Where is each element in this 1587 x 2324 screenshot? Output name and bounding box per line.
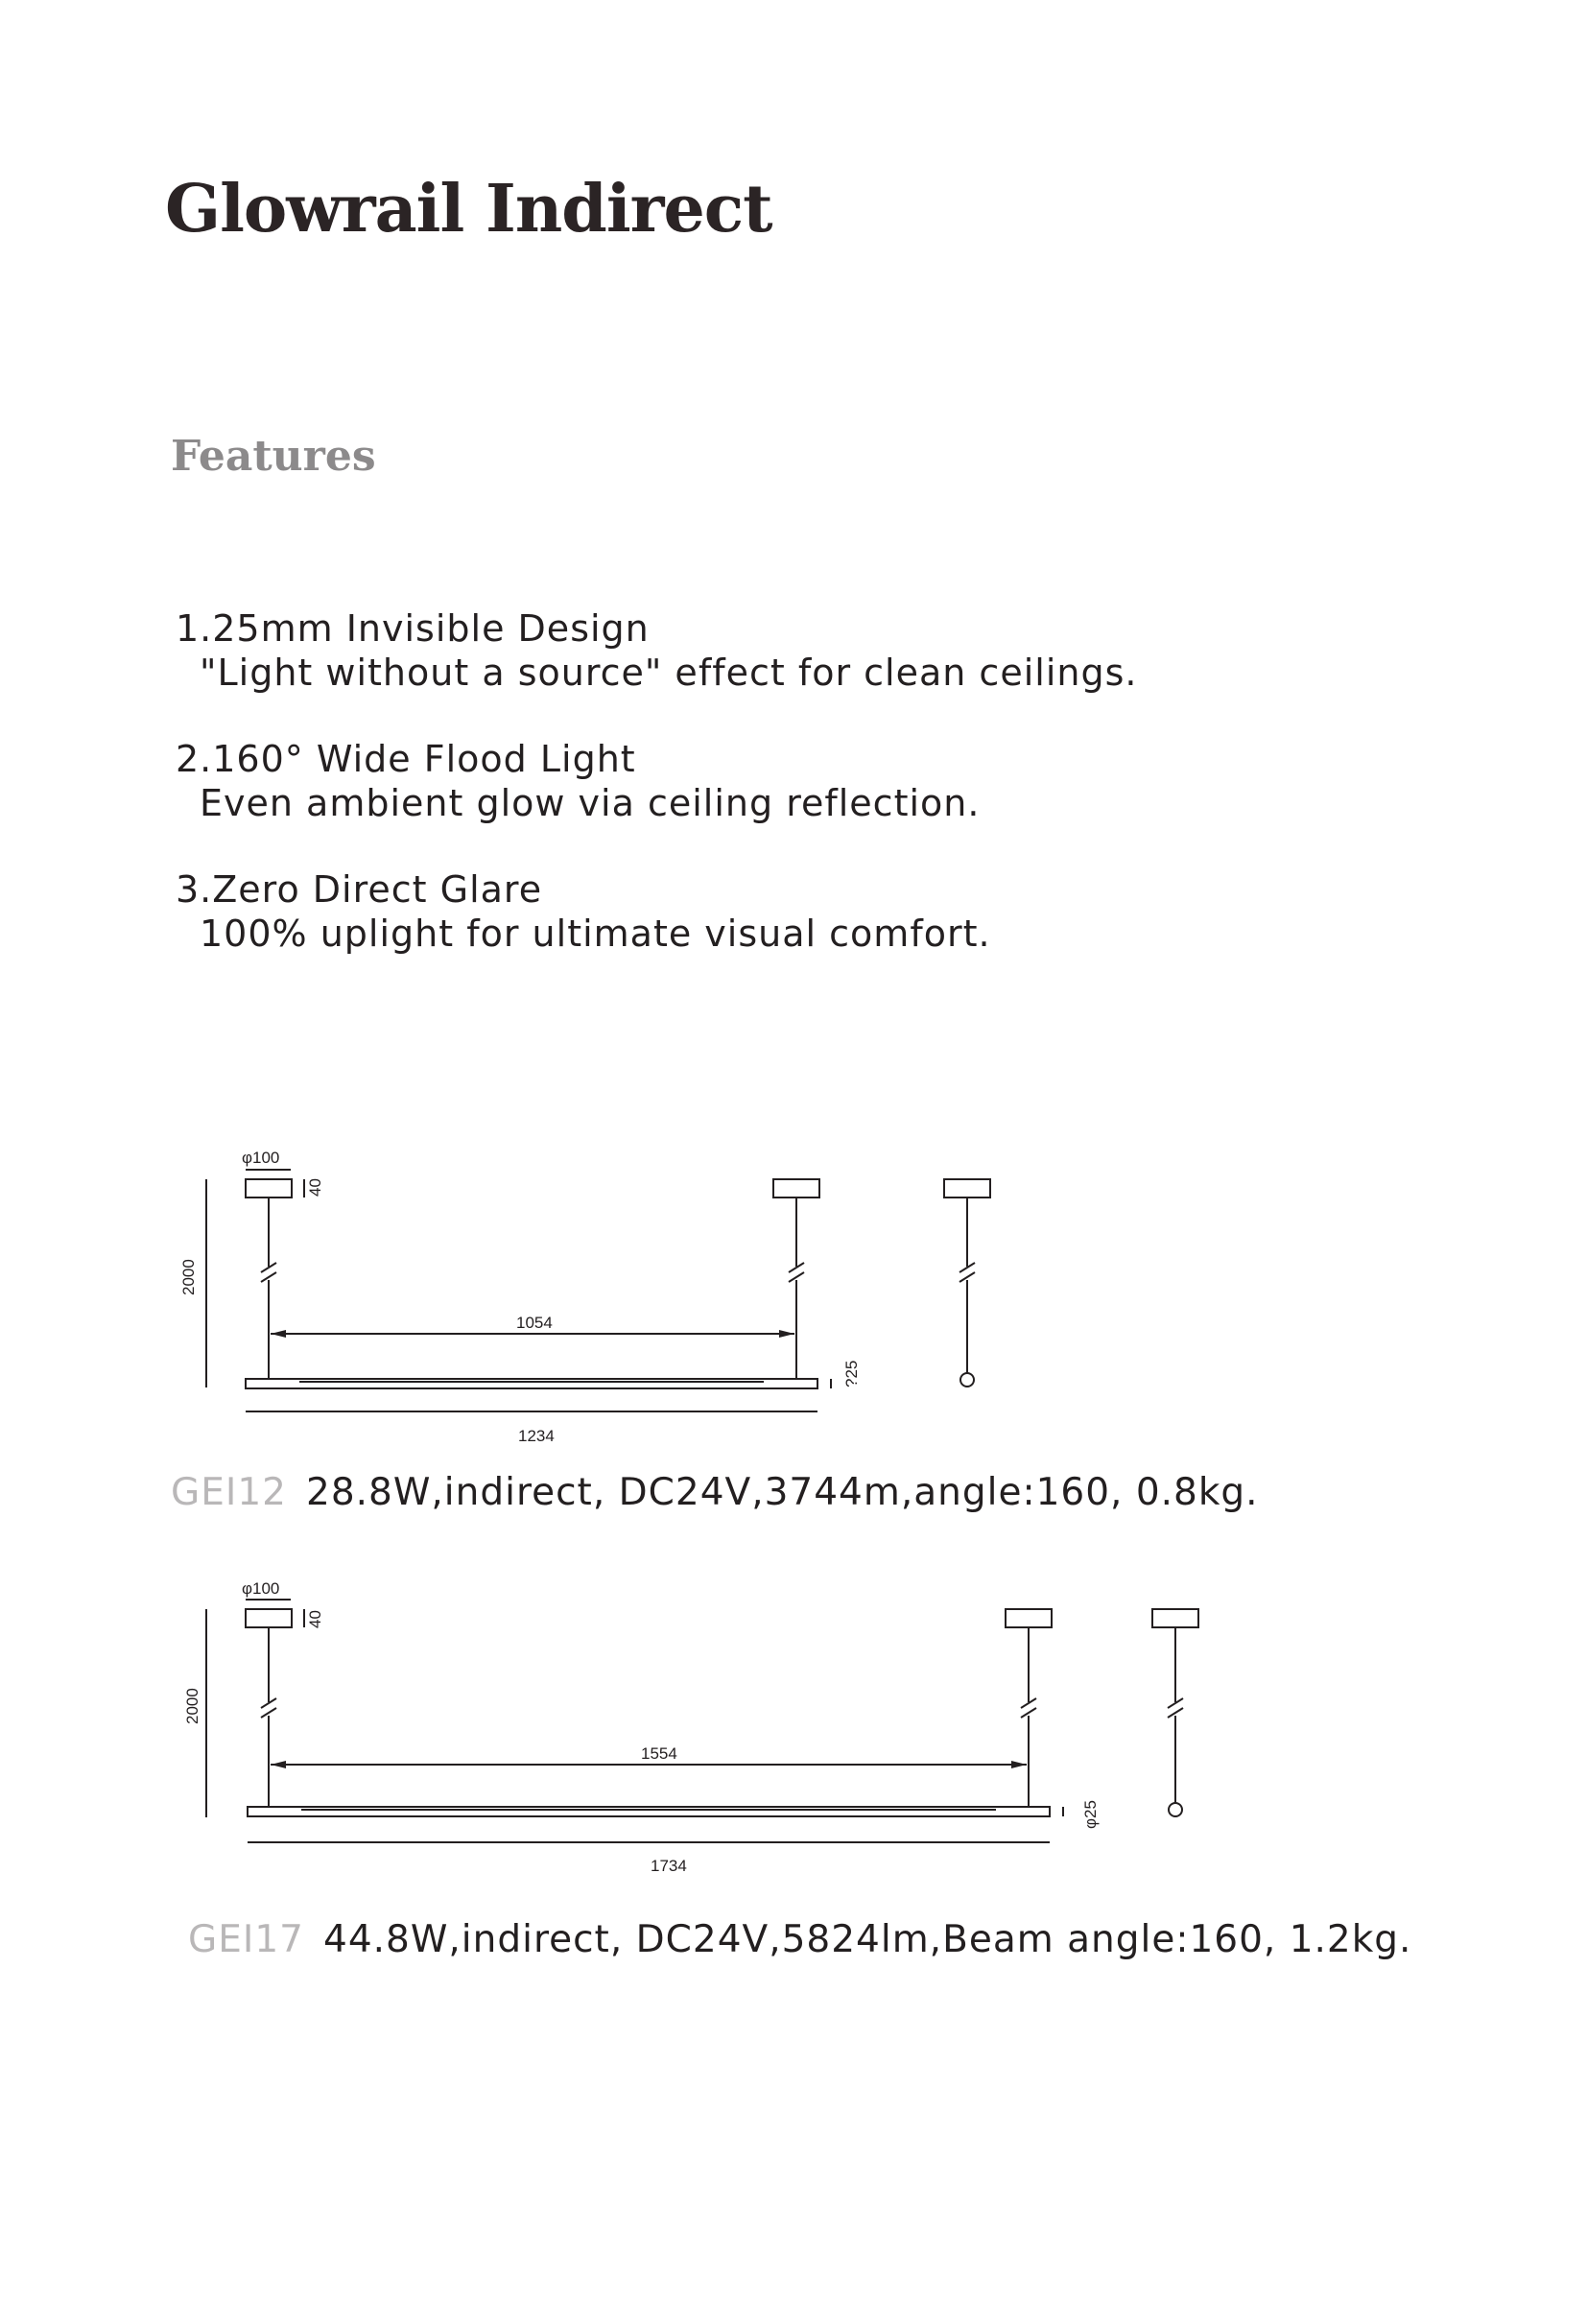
canopy-diameter-label: φ100 [242,1579,280,1598]
span-label: 1554 [641,1744,677,1763]
drop-length-label: 2000 [183,1688,201,1724]
feature-item [176,737,980,825]
features-heading: Features [171,432,376,481]
page-title: Glowrail Indirect [165,171,772,248]
feature-item [176,867,991,956]
feature-description: 100% uplight for ultimate visual comfort. [200,913,991,955]
product-spec: 28.8W,indirect, DC24V,3744m,angle:160, 0.8kg. [306,1471,1259,1514]
product-spec-line [188,1918,1411,1961]
feature-title: 1.25mm Invisible Design [176,607,650,650]
drop-length-label: 2000 [179,1259,198,1295]
product-code: GEI17 [188,1918,304,1961]
canopy-height-label: 40 [306,1610,324,1628]
feature-title: 2.160° Wide Flood Light [176,738,636,780]
canopy-height-label: 40 [306,1178,324,1197]
product-spec: 44.8W,indirect, DC24V,5824lm,Beam angle:160, 1.2kg. [323,1918,1412,1961]
feature-description: Even ambient glow via ceiling reflection. [200,782,981,824]
product-spec-line [171,1471,1259,1514]
feature-title: 3.Zero Direct Glare [176,868,543,911]
overall-length-label: 1734 [651,1857,687,1875]
product-code: GEI12 [171,1471,287,1514]
feature-description: "Light without a source" effect for clean ceilings. [200,652,1138,694]
bar-thickness-label: ?25 [842,1360,861,1387]
feature-item [176,606,1137,695]
span-label: 1054 [516,1314,553,1332]
bar-thickness-label: φ25 [1081,1800,1100,1829]
canopy-diameter-label: φ100 [242,1149,280,1167]
overall-length-label: 1234 [518,1427,555,1445]
